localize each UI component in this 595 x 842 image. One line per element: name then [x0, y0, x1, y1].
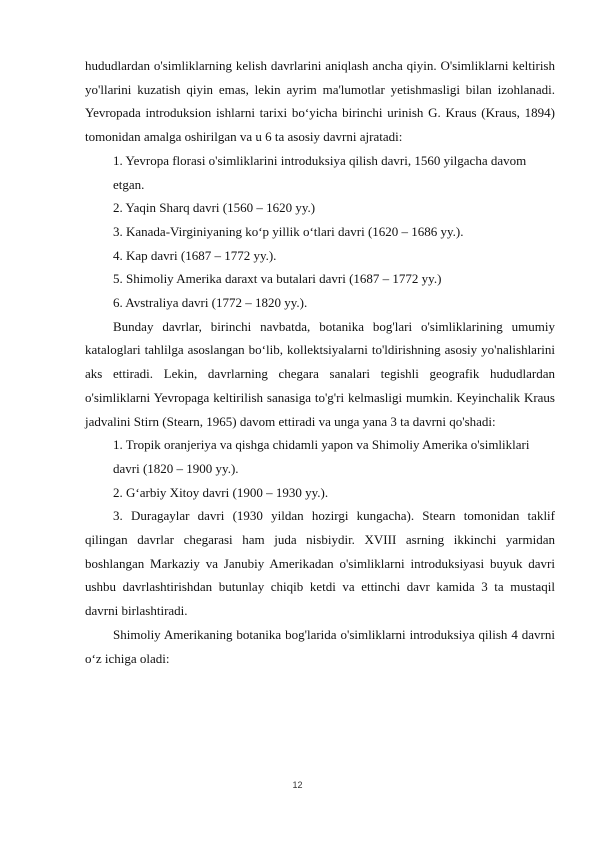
- list-item: 2. Yaqin Sharq davri (1560 – 1620 yy.): [113, 200, 316, 216]
- kraus-periods-list: [85, 149, 555, 315]
- list-item: 2. G‘arbiy Xitoy davri (1900 – 1930 yy.).: [113, 484, 329, 500]
- list-item: 3. Kanada-Virginiyaning ko‘p yillik o‘tlari davri (1620 – 1686 yy.).: [113, 223, 464, 239]
- list-item: 1. Yevropa florasi o'simliklarini introduksiya qilish davri, 1560 yilgacha davom: [113, 152, 527, 168]
- third-period-paragraph: 3. Duragaylar davri (1930 yildan hozirgi kungacha). Stearn tomonidan taklif qilingan davrlar chegarasi ham juda nisbiydir. XVIII asrning ikkinchi yarmidan boshlangan Markaziy va Janubiy Amerikadan o'simliklarni introduksiyasi buyuk davri ushbu davrlashtirishdan butunlay chiqib ketdi va ettinchi davr kamida 3 ta mustaqil davrni birlashtiradi.: [85, 508, 555, 619]
- intro-paragraph: hududlardan o'simliklarning kelish davrlarini aniqlash ancha qiyin. O'simliklarni keltirish yo'llarini kuzatish qiyin emas, lekin ayrim ma'lumotlar yetishmasligi bilan izohlanadi. Yevropada introduksion ishlarni tarixi bo‘yicha birinchi urinish G. Kraus (Kraus, 1894) tomonidan amalga oshirilgan va u 6 ta asosiy davrni ajratadi:: [85, 58, 555, 145]
- page-number: 12: [292, 780, 303, 790]
- list-item-continuation: etgan.: [113, 176, 145, 192]
- stearn-periods-list: [85, 433, 555, 504]
- list-item: 5. Shimoliy Amerika daraxt va butalari davri (1687 – 1772 yy.): [113, 271, 442, 287]
- list-item: 6. Avstraliya davri (1772 – 1820 yy.).: [113, 295, 308, 311]
- list-item-continuation: davri (1820 – 1900 yy.).: [113, 460, 239, 476]
- list-item: 4. Kap davri (1687 – 1772 yy.).: [113, 247, 277, 263]
- closing-paragraph: Shimoliy Amerikaning botanika bog'larida o'simliklarni introduksiya qilish 4 davrni o‘z ichiga oladi:: [85, 626, 555, 666]
- page-body: [85, 54, 555, 670]
- middle-paragraph: Bunday davrlar, birinchi navbatda, botanika bog'lari o'simliklarining umumiy kataloglari tahlilga asoslangan bo‘lib, kollektsiyalarni to'ldirishning asosiy yo'nalishlarini aks ettiradi. Lekin, davrlarning chegara sanalari tegishli geografik hududlardan o'simliklarni Yevropaga keltirilish sanasiga to'g'ri kelmasligi mumkin. Keyinchalik Kraus jadvalini Stirn (Stearn, 1965) davom ettiradi va unga yana 3 ta davrni qo'shadi:: [85, 318, 555, 429]
- list-item: 1. Tropik oranjeriya va qishga chidamli yapon va Shimoliy Amerika o'simliklari: [113, 437, 530, 453]
